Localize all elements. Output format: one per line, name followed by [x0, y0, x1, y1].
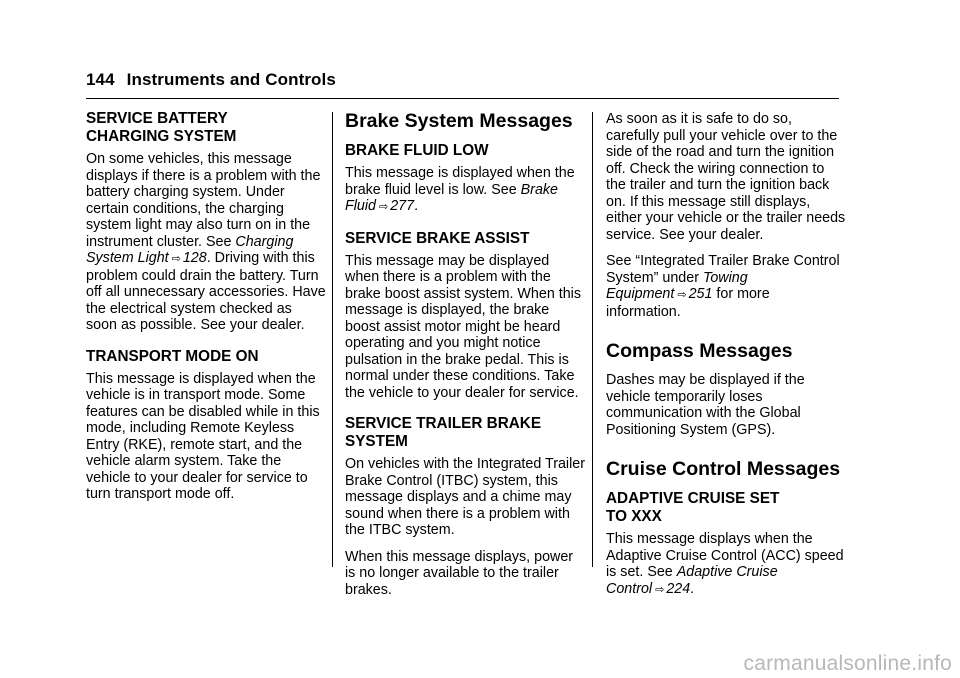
reference-arrow-icon: ⇨ [655, 583, 665, 596]
paragraph: On some vehicles, this message displays if there is a problem with the battery charging system. Under certain conditions, the charging system light may also turn on in the instrument cluster. See Charging System Light ⇨ 128. Driving with this problem could drain the battery. Turn off all unnecessary accessories. Have the electrical system checked as soon as possible. See your dealer. [86, 151, 326, 333]
cross-reference-link[interactable]: Towing Equipment [606, 269, 748, 302]
section-heading: SERVICE BATTERY CHARGING SYSTEM [86, 110, 237, 145]
column-divider [332, 112, 333, 567]
paragraph: On vehicles with the Integrated Trailer Brake Control (ITBC) system, this message displays and a chime may sound when there is a problem with the ITBC system. [345, 456, 585, 538]
cross-reference-link[interactable]: Charging System Light [86, 233, 294, 266]
reference-page[interactable]: 128 [182, 250, 207, 266]
paragraph: This message displays when the Adaptive Cruise Control (ACC) speed is set. See Adaptive Cruise Control ⇨ 224. [606, 531, 844, 597]
watermark: carmanualsonline.info [743, 652, 952, 675]
main-heading: Cruise Control Messages [606, 458, 841, 480]
reference-arrow-icon: ⇨ [677, 289, 687, 301]
paragraph: This message is displayed when the vehicle is in transport mode. Some features can be disabled while in this mode, including Remote Keyless Entry (RKE), remote start, and the vehicle alarm system. Take the vehicle to your dealer for service to turn transport mode off. [86, 370, 320, 502]
paragraph: As soon as it is safe to do so, carefully pull your vehicle over to the side of the road and turn the ignition off. Check the wiring connection to the trailer and turn the ignition back on. If this message still displays, either your vehicle or the trailer needs service. See your dealer. [606, 111, 846, 243]
reference-page[interactable]: 251 [688, 286, 713, 302]
main-heading: Brake System Messages [345, 110, 573, 132]
reference-arrow-icon: ⇨ [379, 201, 389, 213]
paragraph: This message is displayed when the brake fluid level is low. See Brake Fluid ⇨ 277. [345, 165, 575, 214]
section-heading: BRAKE FLUID LOW [345, 142, 489, 159]
section-heading: SERVICE TRAILER BRAKE SYSTEM [345, 415, 542, 450]
section-heading: ADAPTIVE CRUISE SET TO XXX [606, 490, 780, 525]
column-3 [606, 111, 846, 608]
reference-arrow-icon: ⇨ [171, 253, 181, 265]
page-number: 144 [86, 70, 115, 89]
reference-page[interactable]: 277 [390, 198, 415, 214]
reference-page[interactable]: 224 [666, 580, 691, 597]
section-title: Instruments and Controls [126, 70, 336, 89]
column-divider [592, 112, 593, 567]
column-2 [345, 110, 585, 608]
paragraph: Dashes may be displayed if the vehicle temporarily loses communication with the Global Positioning System (GPS). [606, 372, 805, 438]
cross-reference-link[interactable]: Brake Fluid [345, 181, 558, 214]
paragraph: See “Integrated Trailer Brake Control System” under Towing Equipment ⇨ 251 for more information. [606, 253, 840, 320]
main-heading: Compass Messages [606, 340, 793, 362]
page-header [86, 70, 336, 90]
column-1 [86, 110, 326, 513]
paragraph: This message may be displayed when there is a problem with the brake boost assist system. When this message is displayed, the brake boost assist motor might be heard operating and you might notice pulsation in the brake pedal. This is normal under these conditions. Take the vehicle to your dealer for service. [345, 252, 581, 401]
section-heading: SERVICE BRAKE ASSIST [345, 229, 530, 247]
header-rule [86, 98, 839, 99]
cross-reference-link[interactable]: Adaptive Cruise Control [606, 564, 778, 597]
section-heading: TRANSPORT MODE ON [86, 347, 259, 365]
paragraph: When this message displays, power is no longer available to the trailer brakes. [345, 548, 574, 598]
